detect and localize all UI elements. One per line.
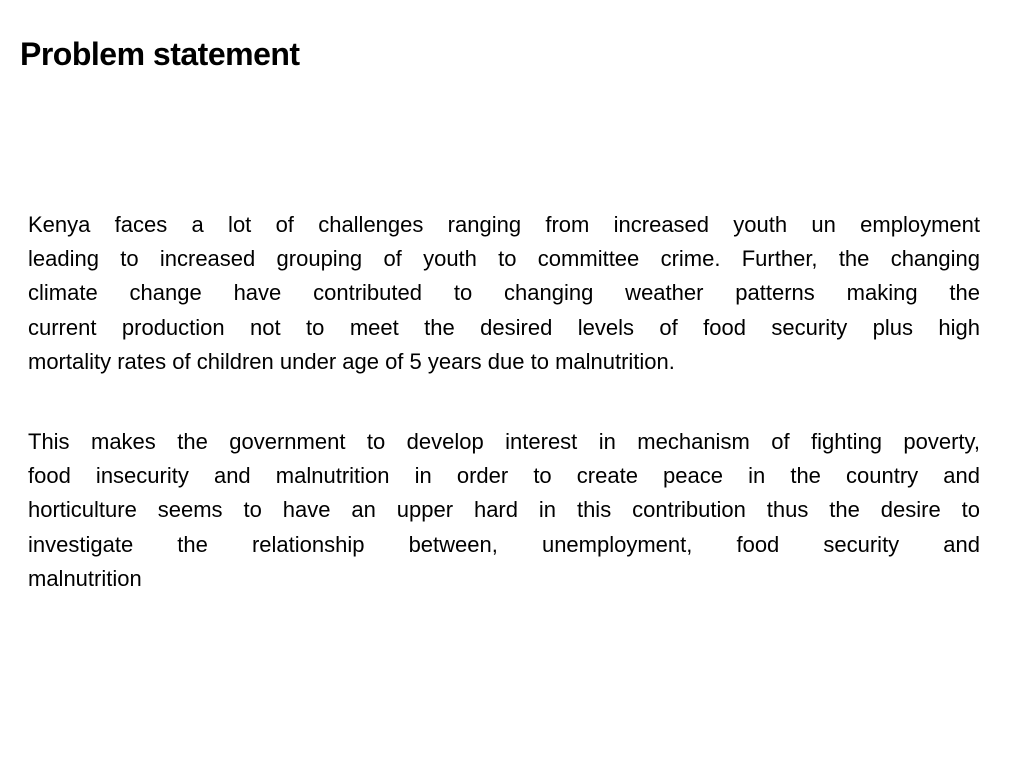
text-line: mortality rates of children under age of 5 years due to malnutrition. (28, 348, 675, 374)
paragraph-motivation (28, 425, 980, 596)
text-line: food insecurity and malnutrition in order to create peace in the country and (28, 463, 980, 489)
slide-title: Problem statement (20, 36, 300, 72)
text-line: current production not to meet the desired levels of food security plus high (28, 314, 980, 340)
text-line: investigate the relationship between, unemployment, food security and (28, 531, 980, 557)
text-line: Kenya faces a lot of challenges ranging from increased youth un employment (28, 212, 980, 237)
text-line: malnutrition (28, 565, 142, 591)
text-line: climate change have contributed to changing weather patterns making the (28, 280, 980, 306)
text-line: leading to increased grouping of youth to committee crime. Further, the changing (28, 246, 980, 272)
text-line: This makes the government to develop interest in mechanism of fighting poverty, (28, 429, 980, 454)
text-line: horticulture seems to have an upper hard in this contribution thus the desire to (28, 497, 980, 523)
paragraph-challenges (28, 208, 980, 379)
